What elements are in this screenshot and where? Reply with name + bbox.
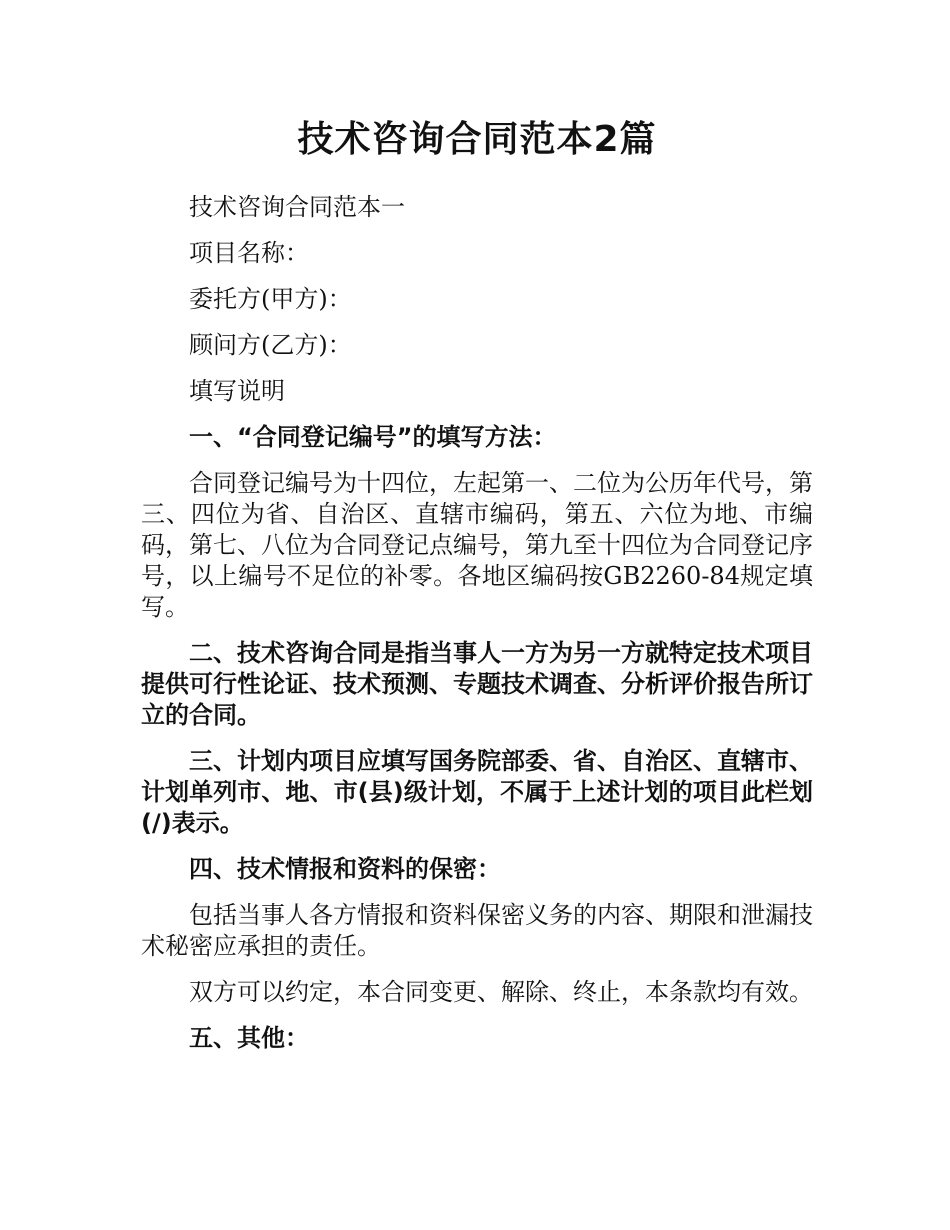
paragraph-consultant: 顾问方(乙方)： [189,331,352,359]
document-title: 技术咨询合同范本2篇 [297,119,657,160]
paragraph-instructions: 填写说明 [189,377,285,405]
heading-section-4: 四、技术情报和资料的保密： [189,855,501,883]
paragraph-client: 委托方(甲方)： [189,285,352,313]
paragraph-section-2: 二、技术咨询合同是指当事人一方为另一方就特定技术项目提供可行性论证、技术预测、专题技术调查、分析评价报告所订立的合同。 [141,639,813,729]
heading-section-1: 一、“合同登记编号”的填写方法： [189,423,557,451]
paragraph-subtitle: 技术咨询合同范本一 [189,193,405,221]
paragraph-section-3: 三、计划内项目应填写国务院部委、省、自治区、直辖市、计划单列市、地、市(县)级计划，不属于上述计划的项目此栏划(/)表示。 [141,747,813,837]
paragraph-section-4-body: 包括当事人各方情报和资料保密义务的内容、期限和泄漏技术秘密应承担的责任。 [141,901,813,960]
paragraph-project-name: 项目名称： [189,239,309,267]
paragraph-section-1-body: 合同登记编号为十四位，左起第一、二位为公历年代号，第三、四位为省、自治区、直辖市编码，第五、六位为地、市编码，第七、八位为合同登记点编号，第九至十四位为合同登记序号，以上编号不足位的补零。各地区编码按GB2260-84规定填写。 [141,469,813,621]
paragraph-section-4-note: 双方可以约定，本合同变更、解除、终止，本条款均有效。 [189,978,813,1006]
document-page [141,108,813,1069]
heading-section-5: 五、其他： [189,1024,309,1052]
